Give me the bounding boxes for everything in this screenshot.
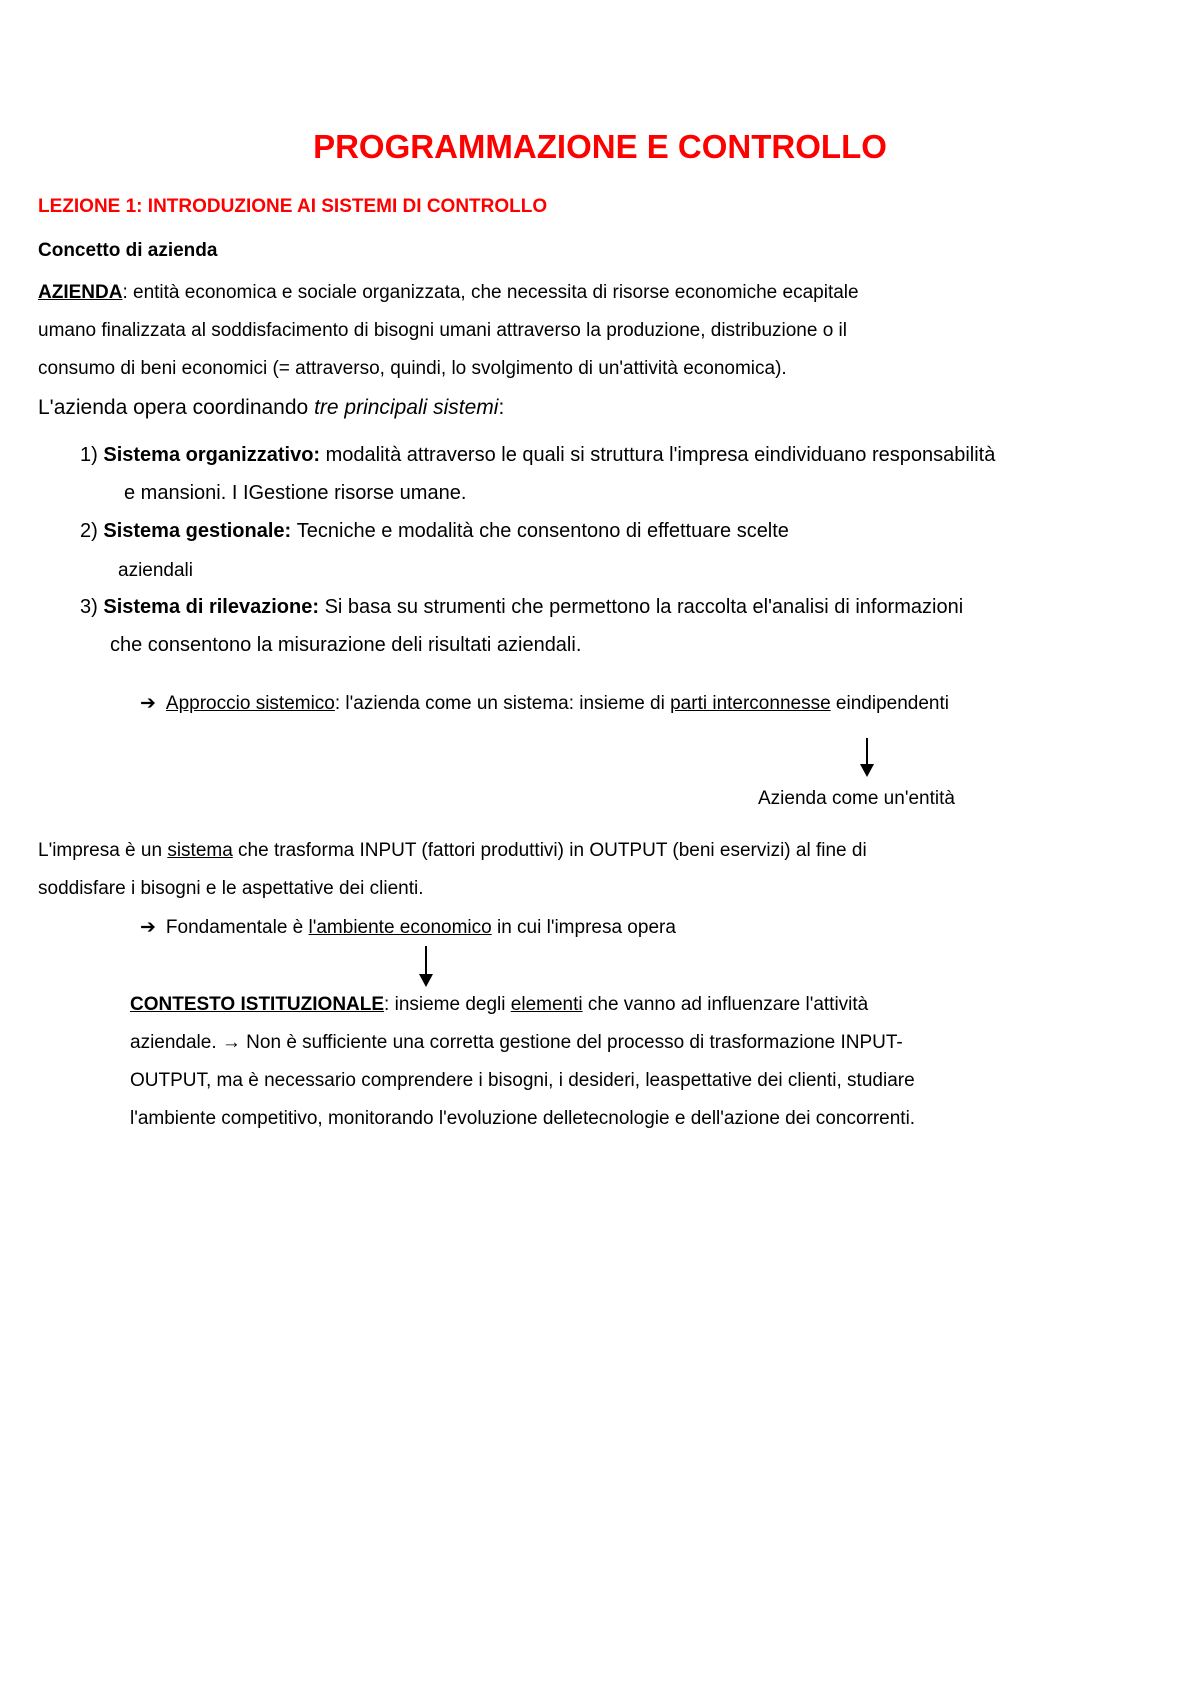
contesto-line-3: OUTPUT, ma è necessario comprendere i bisogni, i desideri, leaspettative dei clienti, studiare — [130, 1070, 915, 1091]
approach-underlined: parti interconnesse — [670, 693, 831, 714]
system-number: 2) — [80, 520, 98, 542]
right-arrow-icon: ➔ — [140, 916, 156, 938]
impresa-line-2: soddisfare i bisogni e le aspettative dei clienti. — [38, 878, 424, 899]
down-arrow-icon — [425, 946, 427, 976]
fondamentale-underlined: l'ambiente economico — [308, 917, 492, 938]
coordination-emphasis: tre principali sistemi — [314, 396, 499, 419]
down-arrow-icon — [866, 738, 868, 766]
system-item-1: 1) Sistema organizzativo: modalità attraverso le quali si struttura l'impresa eindividuano responsabilità — [80, 444, 996, 466]
fondamentale-line: ➔ Fondamentale è l'ambiente economico in cui l'impresa opera — [140, 916, 676, 938]
system-item-3 — [80, 596, 963, 619]
impresa-line-1: L'impresa è un sistema che trasforma INPUT (fattori produttivi) in OUTPUT (beni eservizi) al fine di — [38, 840, 867, 861]
contesto-term: CONTESTO ISTITUZIONALE — [130, 994, 385, 1015]
azienda-line-3: consumo di beni economici (= attraverso, quindi, lo svolgimento di un'attività economica). — [38, 358, 787, 379]
down-arrow-head-icon — [419, 974, 433, 987]
approach-term: Approccio sistemico — [165, 693, 335, 714]
system-name: Sistema organizzativo — [103, 444, 314, 466]
azienda-line-1 — [38, 282, 859, 304]
system-description: modalità attraverso le quali si struttura l'impresa eindividuano responsabilità — [325, 444, 996, 466]
impresa-term: sistema — [167, 840, 233, 861]
system-description: Si basa su strumenti che permettono la raccolta el'analisi di informazioni — [324, 596, 964, 618]
approach-line: ➔ Approccio sistemico: l'azienda come un sistema: insieme di parti interconnesse eindipendenti — [140, 692, 949, 714]
coordination-sentence: L'azienda opera coordinando tre principali sistemi: — [38, 396, 505, 419]
system-item-2: 2) Sistema gestionale: Tecniche e modalità che consentono di effettuare scelte — [80, 520, 789, 542]
azienda-definition: : entità economica e sociale organizzata, che necessita di risorse economiche ecapitale — [122, 282, 859, 303]
down-arrow-head-icon — [860, 764, 874, 777]
system-item-2-continuation: aziendali — [118, 560, 193, 581]
lesson-title: LEZIONE 1: INTRODUZIONE AI SISTEMI DI CONTROLLO — [38, 196, 548, 217]
contesto-underlined: elementi — [510, 994, 583, 1015]
contesto-line-4: l'ambiente competitivo, monitorando l'evoluzione delletecnologie e dell'azione dei concorrenti. — [130, 1108, 916, 1129]
system-name: Sistema di rilevazione: — [103, 596, 319, 618]
system-number: 1) — [80, 444, 98, 466]
system-item-3-continuation: che consentono la misurazione deli risultati aziendali. — [110, 634, 582, 656]
approach-arrow-label: Azienda come un'entità — [758, 788, 955, 809]
system-name: Sistema gestionale — [103, 520, 285, 542]
contesto-line-1: CONTESTO ISTITUZIONALE: insieme degli elementi che vanno ad influenzare l'attività — [130, 994, 869, 1015]
azienda-term: AZIENDA — [38, 282, 123, 303]
azienda-line-2: umano finalizzata al soddisfacimento di bisogni umani attraverso la produzione, distribuzione o il — [38, 320, 848, 341]
system-item-1-continuation: e mansioni. I IGestione risorse umane. — [124, 482, 467, 504]
section-heading: Concetto di azienda — [38, 240, 218, 261]
document-title: PROGRAMMAZIONE E CONTROLLO — [313, 128, 887, 165]
right-arrow-icon: ➔ — [140, 692, 156, 714]
system-description: Tecniche e modalità che consentono di effettuare scelte — [296, 520, 789, 542]
system-number: 3) — [80, 596, 98, 618]
contesto-line-2: aziendale. → Non è sufficiente una corretta gestione del processo di trasformazione INPUT- — [130, 1032, 903, 1053]
